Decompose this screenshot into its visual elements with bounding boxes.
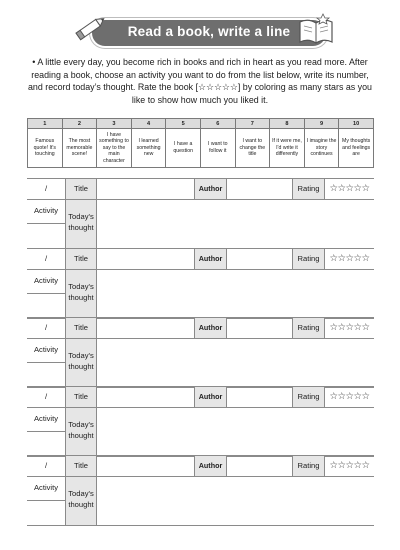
activity-number: 2 <box>63 119 98 128</box>
pencil-icon <box>70 12 108 46</box>
title-field[interactable] <box>97 249 194 269</box>
activity-label: Activity <box>27 477 65 501</box>
activity-label: If it were me, I'd write it differently <box>270 129 305 167</box>
activity-label: Activity <box>27 270 65 294</box>
title-field[interactable] <box>97 318 194 338</box>
rating-label: Rating <box>292 249 325 269</box>
activity-number: 4 <box>132 119 167 128</box>
thought-field[interactable] <box>97 477 374 525</box>
activity-label: Famous quote! It's touching <box>28 129 63 167</box>
entry-top-row <box>27 317 374 339</box>
activity-label: The most memorable scene! <box>63 129 98 167</box>
title-label: Title <box>65 249 97 269</box>
entry-top-row <box>27 178 374 200</box>
thought-field[interactable] <box>97 339 374 387</box>
author-label: Author <box>194 456 227 476</box>
open-book-icon <box>296 12 336 48</box>
activity-number: 7 <box>236 119 271 128</box>
star-rating[interactable]: ☆☆☆☆☆ <box>329 253 370 264</box>
entry-bottom-row <box>27 477 374 526</box>
title-label: Title <box>65 456 97 476</box>
author-label: Author <box>194 179 227 199</box>
author-label: Author <box>194 318 227 338</box>
author-label: Author <box>194 249 227 269</box>
title-field[interactable] <box>97 179 194 199</box>
activity-label: I learned something new <box>132 129 167 167</box>
entry-top-row <box>27 386 374 408</box>
title-label: Title <box>65 179 97 199</box>
entry-bottom-row <box>27 408 374 457</box>
header-banner <box>92 20 326 46</box>
author-field[interactable] <box>227 387 292 407</box>
rating-label: Rating <box>292 318 325 338</box>
activity-label: Activity <box>27 408 65 432</box>
activity-number: 8 <box>270 119 305 128</box>
author-field[interactable] <box>227 318 292 338</box>
date-field[interactable]: / <box>44 184 48 193</box>
reading-log-entry <box>27 455 374 526</box>
title-field[interactable] <box>97 456 194 476</box>
activity-key-table <box>27 118 374 168</box>
activity-label-row <box>28 129 373 167</box>
activity-label: I imagine the story continues <box>305 129 340 167</box>
thought-label: Today's thought <box>65 270 97 318</box>
entry-bottom-row <box>27 270 374 319</box>
entry-bottom-row <box>27 200 374 249</box>
activity-label: Activity <box>27 200 65 224</box>
date-field[interactable]: / <box>44 323 48 332</box>
date-field[interactable]: / <box>44 254 48 263</box>
rating-label: Rating <box>292 456 325 476</box>
title-label: Title <box>65 387 97 407</box>
thought-label: Today's thought <box>65 408 97 456</box>
activity-label: I have a question <box>166 129 201 167</box>
instructions-text: • A little every day, you become rich in books and rich in heart as you read more. After reading a book, choose an activity you want to do from the list below, write its number, and record today’s thought. Rate the book [☆☆☆☆☆] by coloring as many stars as you like to show how much you liked it. <box>27 57 372 105</box>
activity-number: 10 <box>353 121 360 127</box>
thought-field[interactable] <box>97 270 374 318</box>
thought-field[interactable] <box>97 408 374 456</box>
thought-field[interactable] <box>97 200 374 248</box>
activity-number: 9 <box>305 119 340 128</box>
activity-label: My thoughts and feelings are <box>342 138 371 158</box>
page-title: Read a book, write a line <box>127 24 291 39</box>
star-rating[interactable]: ☆☆☆☆☆ <box>329 460 370 471</box>
activity-number: 3 <box>97 119 132 128</box>
star-rating[interactable]: ☆☆☆☆☆ <box>329 391 370 402</box>
activity-number-row <box>28 119 373 129</box>
thought-label: Today's thought <box>65 339 97 387</box>
activity-label: Activity <box>27 339 65 363</box>
entry-bottom-row <box>27 339 374 388</box>
activity-label: I want to follow it <box>201 129 236 167</box>
star-rating[interactable]: ☆☆☆☆☆ <box>329 322 370 333</box>
thought-label: Today's thought <box>65 200 97 248</box>
date-field[interactable]: / <box>44 461 48 470</box>
entry-top-row <box>27 248 374 270</box>
title-field[interactable] <box>97 387 194 407</box>
title-label: Title <box>65 318 97 338</box>
thought-label: Today's thought <box>65 477 97 525</box>
entry-top-row <box>27 455 374 477</box>
rating-label: Rating <box>292 387 325 407</box>
reading-log-entry <box>27 248 374 319</box>
reading-log-entry <box>27 178 374 249</box>
reading-log-entry <box>27 386 374 457</box>
activity-number: 6 <box>201 119 236 128</box>
date-field[interactable]: / <box>44 392 48 401</box>
activity-label: I want to change the title <box>236 129 271 167</box>
author-field[interactable] <box>227 179 292 199</box>
author-field[interactable] <box>227 249 292 269</box>
rating-label: Rating <box>292 179 325 199</box>
star-rating[interactable]: ☆☆☆☆☆ <box>329 183 370 194</box>
activity-number: 1 <box>28 119 63 128</box>
author-label: Author <box>194 387 227 407</box>
activity-number: 5 <box>166 119 201 128</box>
activity-label: I have something to say to the main character <box>97 129 132 167</box>
author-field[interactable] <box>227 456 292 476</box>
reading-log-entry <box>27 317 374 388</box>
